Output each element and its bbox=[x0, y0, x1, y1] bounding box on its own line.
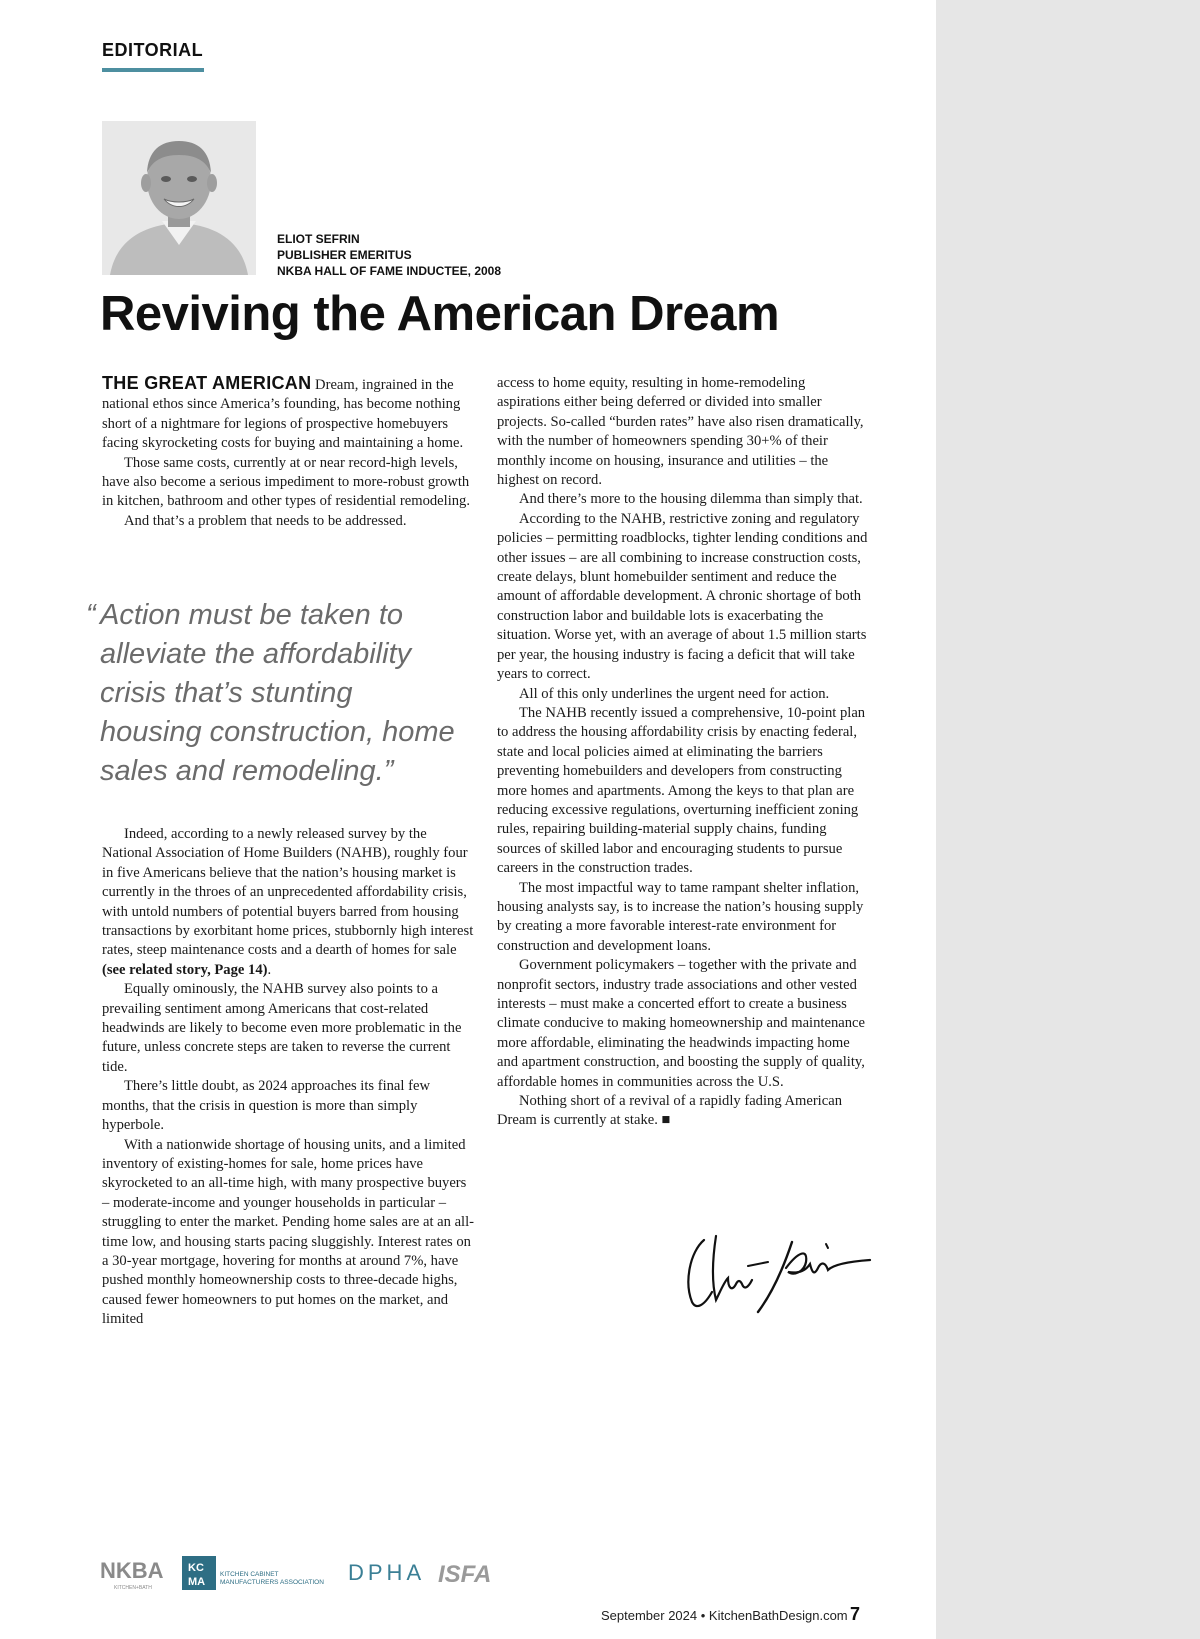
association-logos-graphic bbox=[100, 1556, 520, 1592]
run-in-head: THE GREAT AMERICAN bbox=[102, 373, 312, 393]
pull-quote-open-mark: “ bbox=[86, 599, 96, 631]
author-portrait-graphic bbox=[102, 121, 256, 275]
headline: Reviving the American Dream bbox=[100, 287, 780, 341]
nkba-logo: NKBA bbox=[100, 1558, 164, 1583]
byline bbox=[277, 231, 501, 279]
paragraph: Equally ominously, the NAHB survey also points to a prevailing sentiment among Americans that cost-related headwinds are likely to become even more problematic in the future, unless concrete steps are taken to reverse the current tide. bbox=[102, 981, 462, 1075]
lead-text: Dream, ingrained in the national ethos since America’s founding, has become nothing short of a nightmare for legions of prospective homebuyers facing skyrocketing costs for buying and maintaining a home. bbox=[102, 377, 464, 452]
paragraph: And there’s more to the housing dilemma than simply that. bbox=[519, 491, 863, 508]
kcma-logo-letters: KC bbox=[188, 1562, 204, 1574]
byline-name: ELIOT SEFRIN bbox=[277, 232, 360, 246]
folio: September 2024 • KitchenBathDesign.com bbox=[601, 1608, 848, 1623]
nkba-logo-subtext: KITCHEN+BATH bbox=[114, 1585, 152, 1591]
masthead-sidebar bbox=[936, 0, 1200, 1639]
pull-quote-line: alleviate the affordability bbox=[100, 638, 412, 670]
paragraph: And that’s a problem that needs to be addressed. bbox=[124, 512, 407, 529]
kcma-logo-text: KITCHEN CABINET bbox=[220, 1571, 279, 1578]
article-column-2 bbox=[497, 374, 871, 1131]
pull-quote-line: sales and remodeling.” bbox=[100, 755, 394, 787]
related-story-ref: (see related story, Page 14) bbox=[102, 961, 268, 978]
pull-quote-line: Action must be taken to bbox=[100, 599, 404, 631]
dpha-logo: DPHA bbox=[348, 1560, 426, 1585]
section-label: EDITORIAL bbox=[102, 40, 204, 60]
paragraph: According to the NAHB, restrictive zoning and regulatory policies – permitting roadblocks, tighter lending conditions and other issues – are all combining to increase construction costs, create delays, blunt homebuilder sentiment and reduce the amount of affordable development. A chronic shortage of both construction labor and buildable lots is exacerbating the situation. Worse yet, with an average of about 1.5 million starts per year, the housing industry is facing a deficit that will take years to correct. bbox=[497, 510, 868, 683]
author-photo bbox=[102, 121, 256, 275]
paragraph: There’s little doubt, as 2024 approaches its final few months, that the crisis in question is more than simply hyperbole. bbox=[102, 1078, 430, 1134]
byline-honor: NKBA HALL OF FAME INDUCTEE, 2008 bbox=[277, 264, 502, 278]
closing-paragraph: Nothing short of a revival of a rapidly fading American Dream is currently at stake. ■ bbox=[497, 1093, 842, 1129]
pull-quote-line: housing construction, home bbox=[100, 716, 455, 748]
paragraph: All of this only underlines the urgent need for action. bbox=[519, 685, 830, 702]
paragraph: Those same costs, currently at or near record-high levels, have also become a serious impediment to more-robust growth in kitchen, bathroom and other types of residential remodeling. bbox=[102, 454, 470, 510]
byline-title: PUBLISHER EMERITUS bbox=[277, 248, 412, 262]
author-signature bbox=[682, 1222, 872, 1314]
paragraph: The most impactful way to tame rampant shelter inflation, housing analysts say, is to increase the nation’s housing supply by creating a more favorable interest-rate environment for construction and development loans. bbox=[497, 879, 864, 954]
paragraph: The NAHB recently issued a comprehensive, 10-point plan to address the housing affordability crisis by enacting federal, state and local policies aimed at eliminating the barriers preventing homebuilders and developers from constructing more homes and apartments. Among the keys to that plan are reducing excessive regulations, overturning inefficient zoning rules, repairing building-material supply chains, funding sources of skilled labor and encouraging students to pursue careers in the construction trades. bbox=[497, 704, 866, 877]
section-rule bbox=[102, 68, 204, 72]
kcma-logo-text: MANUFACTURERS ASSOCIATION bbox=[220, 1579, 324, 1586]
article-column-1-top bbox=[102, 374, 476, 531]
paragraph: Government policymakers – together with the private and nonprofit sectors, industry trade associations and other vested interests – must make a concerted effort to create a business climate conducive to making homeownership and maintenance more affordable, eliminating the headwinds impacting home and apartment construction, and boosting the supply of quality, affordable homes in communities across the U.S. bbox=[497, 957, 865, 1090]
pull-quote-line: crisis that’s stunting bbox=[100, 677, 353, 709]
pull-quote bbox=[86, 596, 455, 791]
page-number: 7 bbox=[850, 1604, 861, 1624]
paragraph: With a nationwide shortage of housing units, and a limited inventory of existing-homes for sale, home prices have skyrocketed to an all-time high, with many prospective buyers – moderate-income and younger households in particular – struggling to enter the market. Pending home sales are at an all-time low, and housing starts pacing sluggishly. Interest rates on a 30-year mortgage, hovering for months at around 7%, have pushed monthly homeownership costs to three-decade highs, caused fewer homeowners to put homes on the market, and limited bbox=[102, 1136, 475, 1328]
kcma-logo-letters: MA bbox=[188, 1576, 206, 1588]
association-logos bbox=[100, 1556, 520, 1592]
lead-paragraph bbox=[102, 374, 476, 454]
isfa-logo: ISFA bbox=[438, 1561, 492, 1588]
paragraph: access to home equity, resulting in home-remodeling aspirations either being deferred or divided into smaller projects. So-called “burden rates” have also risen dramatically, with the number of homeowners spending 30+% of their monthly income on housing, insurance and utilities – the highest on record. bbox=[497, 375, 864, 489]
paragraph: Indeed, according to a newly released survey by the National Association of Home Builders (NAHB), roughly four in five Americans believe that the nation’s housing market is currently in the throes of an unprecedented affordability crisis, with untold numbers of potential buyers barred from housing transactions by exorbitant home prices, stubbornly high interest rates, steep maintenance costs and a dearth of homes for sale (see related story, Page 14). bbox=[102, 826, 474, 978]
article-column-1-bottom bbox=[102, 825, 476, 1330]
